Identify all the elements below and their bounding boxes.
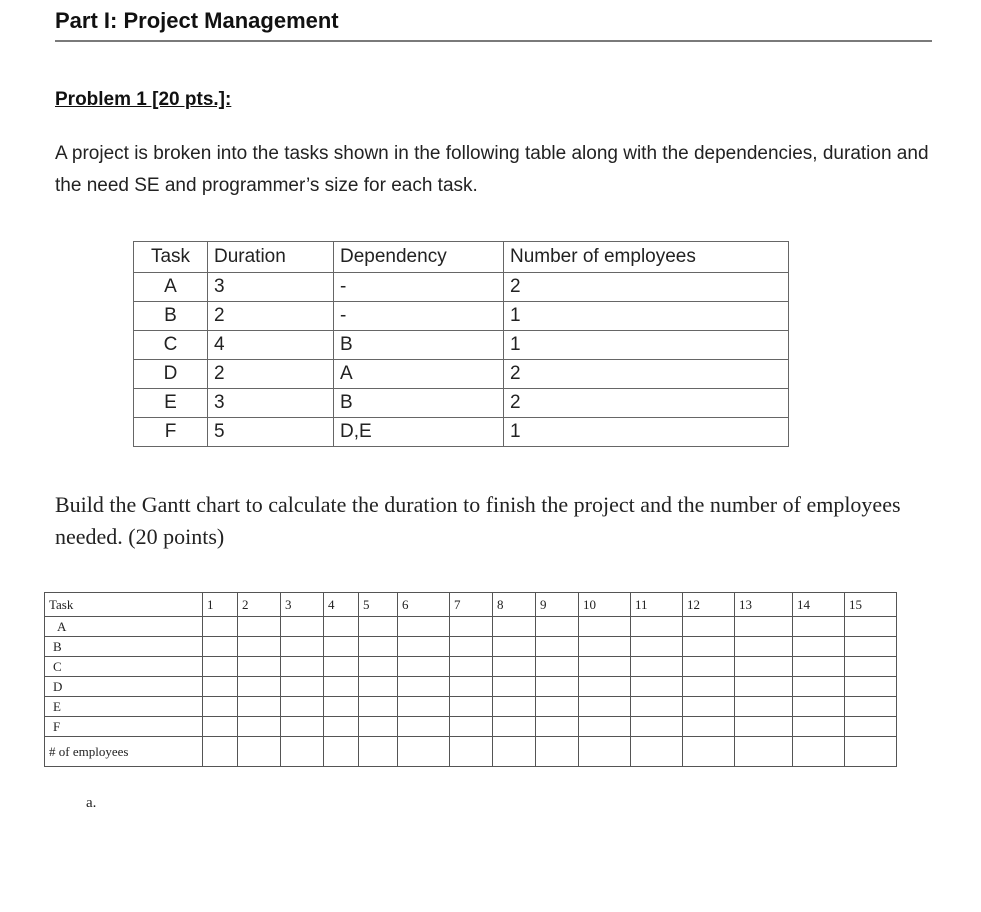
gantt-cell xyxy=(238,637,281,657)
problem-title: Problem 1 [20 pts.]: xyxy=(55,89,232,110)
gantt-cell xyxy=(845,617,897,637)
gantt-cell xyxy=(203,617,238,637)
gantt-cell xyxy=(793,677,845,697)
gantt-employees-label: # of employees xyxy=(45,737,203,767)
gantt-cell xyxy=(579,697,631,717)
gantt-day-header: 15 xyxy=(845,593,897,617)
gantt-cell xyxy=(450,717,493,737)
gantt-cell xyxy=(203,737,238,767)
gantt-cell xyxy=(281,677,324,697)
gantt-cell xyxy=(359,737,398,767)
title-divider xyxy=(55,40,932,42)
gantt-cell xyxy=(493,637,536,657)
gantt-cell xyxy=(238,677,281,697)
duration-cell: 2 xyxy=(208,360,334,389)
gantt-cell xyxy=(450,677,493,697)
gantt-cell xyxy=(324,637,359,657)
gantt-task-label: E xyxy=(45,697,203,717)
gantt-cell xyxy=(793,717,845,737)
gantt-cell xyxy=(536,637,579,657)
gantt-cell xyxy=(793,637,845,657)
gantt-cell xyxy=(683,717,735,737)
duration-cell: 4 xyxy=(208,331,334,360)
duration-cell: 3 xyxy=(208,273,334,302)
gantt-cell xyxy=(683,677,735,697)
task-table-row xyxy=(134,418,789,447)
gantt-cell xyxy=(203,717,238,737)
gantt-cell xyxy=(324,617,359,637)
dependency-cell: D,E xyxy=(334,418,504,447)
gantt-cell xyxy=(579,677,631,697)
gantt-cell xyxy=(793,657,845,677)
gantt-cell xyxy=(203,657,238,677)
dependency-cell: - xyxy=(334,273,504,302)
gantt-cell xyxy=(238,657,281,677)
gantt-cell xyxy=(450,617,493,637)
gantt-cell xyxy=(536,717,579,737)
gantt-cell xyxy=(579,717,631,737)
gantt-cell xyxy=(631,737,683,767)
gantt-task-row xyxy=(45,637,897,657)
task-name-cell: D xyxy=(134,360,208,389)
gantt-task-label: C xyxy=(45,657,203,677)
gantt-cell xyxy=(359,637,398,657)
task-table-header: Duration xyxy=(208,242,334,273)
gantt-cell xyxy=(631,677,683,697)
gantt-cell xyxy=(683,617,735,637)
gantt-task-row xyxy=(45,697,897,717)
part-title: Part I: Project Management xyxy=(55,8,339,33)
gantt-cell xyxy=(324,717,359,737)
duration-cell: 3 xyxy=(208,389,334,418)
gantt-day-header: 3 xyxy=(281,593,324,617)
gantt-cell xyxy=(324,697,359,717)
gantt-cell xyxy=(683,637,735,657)
gantt-cell xyxy=(493,677,536,697)
gantt-cell xyxy=(281,697,324,717)
gantt-chart-grid xyxy=(44,592,897,767)
gantt-cell xyxy=(845,717,897,737)
gantt-task-label: F xyxy=(45,717,203,737)
gantt-day-header: 7 xyxy=(450,593,493,617)
gantt-task-header: Task xyxy=(45,593,203,617)
gantt-cell xyxy=(238,617,281,637)
gantt-task-label: D xyxy=(45,677,203,697)
task-table-header: Task xyxy=(134,242,208,273)
task-table-header: Dependency xyxy=(334,242,504,273)
gantt-day-header: 11 xyxy=(631,593,683,617)
gantt-day-header: 2 xyxy=(238,593,281,617)
gantt-day-header: 5 xyxy=(359,593,398,617)
gantt-cell xyxy=(683,657,735,677)
gantt-day-header: 9 xyxy=(536,593,579,617)
gantt-cell xyxy=(203,697,238,717)
dependency-cell: A xyxy=(334,360,504,389)
task-table-header-row xyxy=(134,242,789,273)
gantt-cell xyxy=(631,637,683,657)
duration-cell: 2 xyxy=(208,302,334,331)
gantt-cell xyxy=(398,737,450,767)
gantt-cell xyxy=(536,657,579,677)
employees-cell: 1 xyxy=(504,418,789,447)
gantt-cell xyxy=(845,737,897,767)
task-table-row xyxy=(134,302,789,331)
gantt-cell xyxy=(845,697,897,717)
gantt-cell xyxy=(845,637,897,657)
gantt-cell xyxy=(735,657,793,677)
gantt-cell xyxy=(238,697,281,717)
gantt-cell xyxy=(493,617,536,637)
gantt-cell xyxy=(735,677,793,697)
task-table-row xyxy=(134,331,789,360)
answer-label: a. xyxy=(86,795,97,811)
gantt-cell xyxy=(203,677,238,697)
gantt-task-label: A xyxy=(45,617,203,637)
gantt-cell xyxy=(631,697,683,717)
gantt-cell xyxy=(238,717,281,737)
gantt-day-header: 13 xyxy=(735,593,793,617)
task-table-header: Number of employees xyxy=(504,242,789,273)
duration-cell: 5 xyxy=(208,418,334,447)
employees-cell: 2 xyxy=(504,273,789,302)
gantt-cell xyxy=(324,657,359,677)
gantt-task-label: B xyxy=(45,637,203,657)
gantt-cell xyxy=(238,737,281,767)
gantt-cell xyxy=(359,677,398,697)
gantt-task-row xyxy=(45,617,897,637)
gantt-cell xyxy=(281,717,324,737)
task-table xyxy=(133,241,789,447)
gantt-cell xyxy=(631,617,683,637)
gantt-cell xyxy=(493,737,536,767)
gantt-cell xyxy=(281,737,324,767)
gantt-header-row xyxy=(45,593,897,617)
gantt-cell xyxy=(450,737,493,767)
gantt-cell xyxy=(359,697,398,717)
task-name-cell: F xyxy=(134,418,208,447)
gantt-cell xyxy=(359,617,398,637)
gantt-day-header: 1 xyxy=(203,593,238,617)
gantt-day-header: 14 xyxy=(793,593,845,617)
gantt-task-row xyxy=(45,677,897,697)
gantt-cell xyxy=(536,737,579,767)
gantt-cell xyxy=(579,737,631,767)
task-table-row xyxy=(134,273,789,302)
gantt-cell xyxy=(450,637,493,657)
gantt-cell xyxy=(493,717,536,737)
employees-cell: 1 xyxy=(504,331,789,360)
gantt-cell xyxy=(493,657,536,677)
gantt-cell xyxy=(398,637,450,657)
dependency-cell: B xyxy=(334,331,504,360)
gantt-cell xyxy=(493,697,536,717)
gantt-cell xyxy=(398,617,450,637)
gantt-cell xyxy=(735,617,793,637)
gantt-cell xyxy=(281,657,324,677)
gantt-employees-row xyxy=(45,737,897,767)
gantt-cell xyxy=(845,657,897,677)
gantt-cell xyxy=(735,697,793,717)
gantt-cell xyxy=(536,697,579,717)
gantt-cell xyxy=(579,657,631,677)
gantt-day-header: 4 xyxy=(324,593,359,617)
task-name-cell: B xyxy=(134,302,208,331)
intro-paragraph: A project is broken into the tasks shown in the following table along with the dependencies, duration and the need SE and programmer’s size for each task. xyxy=(55,143,929,196)
gantt-cell xyxy=(631,657,683,677)
gantt-cell xyxy=(359,657,398,677)
gantt-cell xyxy=(450,697,493,717)
gantt-cell xyxy=(398,677,450,697)
gantt-task-row xyxy=(45,717,897,737)
gantt-cell xyxy=(324,737,359,767)
dependency-cell: - xyxy=(334,302,504,331)
gantt-cell xyxy=(735,737,793,767)
gantt-cell xyxy=(579,637,631,657)
gantt-day-header: 6 xyxy=(398,593,450,617)
gantt-cell xyxy=(281,617,324,637)
gantt-day-header: 12 xyxy=(683,593,735,617)
gantt-cell xyxy=(845,677,897,697)
gantt-cell xyxy=(536,617,579,637)
gantt-cell xyxy=(735,717,793,737)
gantt-cell xyxy=(398,717,450,737)
gantt-day-header: 8 xyxy=(493,593,536,617)
task-name-cell: E xyxy=(134,389,208,418)
employees-cell: 1 xyxy=(504,302,789,331)
gantt-cell xyxy=(398,657,450,677)
gantt-cell xyxy=(579,617,631,637)
gantt-day-header: 10 xyxy=(579,593,631,617)
gantt-cell xyxy=(203,637,238,657)
gantt-cell xyxy=(683,697,735,717)
gantt-cell xyxy=(359,717,398,737)
build-instructions: Build the Gantt chart to calculate the duration to finish the project and the number of employees needed. (20 points) xyxy=(55,492,901,549)
gantt-cell xyxy=(793,617,845,637)
gantt-cell xyxy=(450,657,493,677)
gantt-task-row xyxy=(45,657,897,677)
gantt-cell xyxy=(793,697,845,717)
gantt-cell xyxy=(793,737,845,767)
task-name-cell: A xyxy=(134,273,208,302)
employees-cell: 2 xyxy=(504,389,789,418)
employees-cell: 2 xyxy=(504,360,789,389)
gantt-cell xyxy=(683,737,735,767)
task-name-cell: C xyxy=(134,331,208,360)
gantt-cell xyxy=(735,637,793,657)
task-table-row xyxy=(134,360,789,389)
gantt-cell xyxy=(398,697,450,717)
gantt-cell xyxy=(536,677,579,697)
dependency-cell: B xyxy=(334,389,504,418)
task-table-row xyxy=(134,389,789,418)
gantt-cell xyxy=(281,637,324,657)
gantt-cell xyxy=(631,717,683,737)
gantt-cell xyxy=(324,677,359,697)
